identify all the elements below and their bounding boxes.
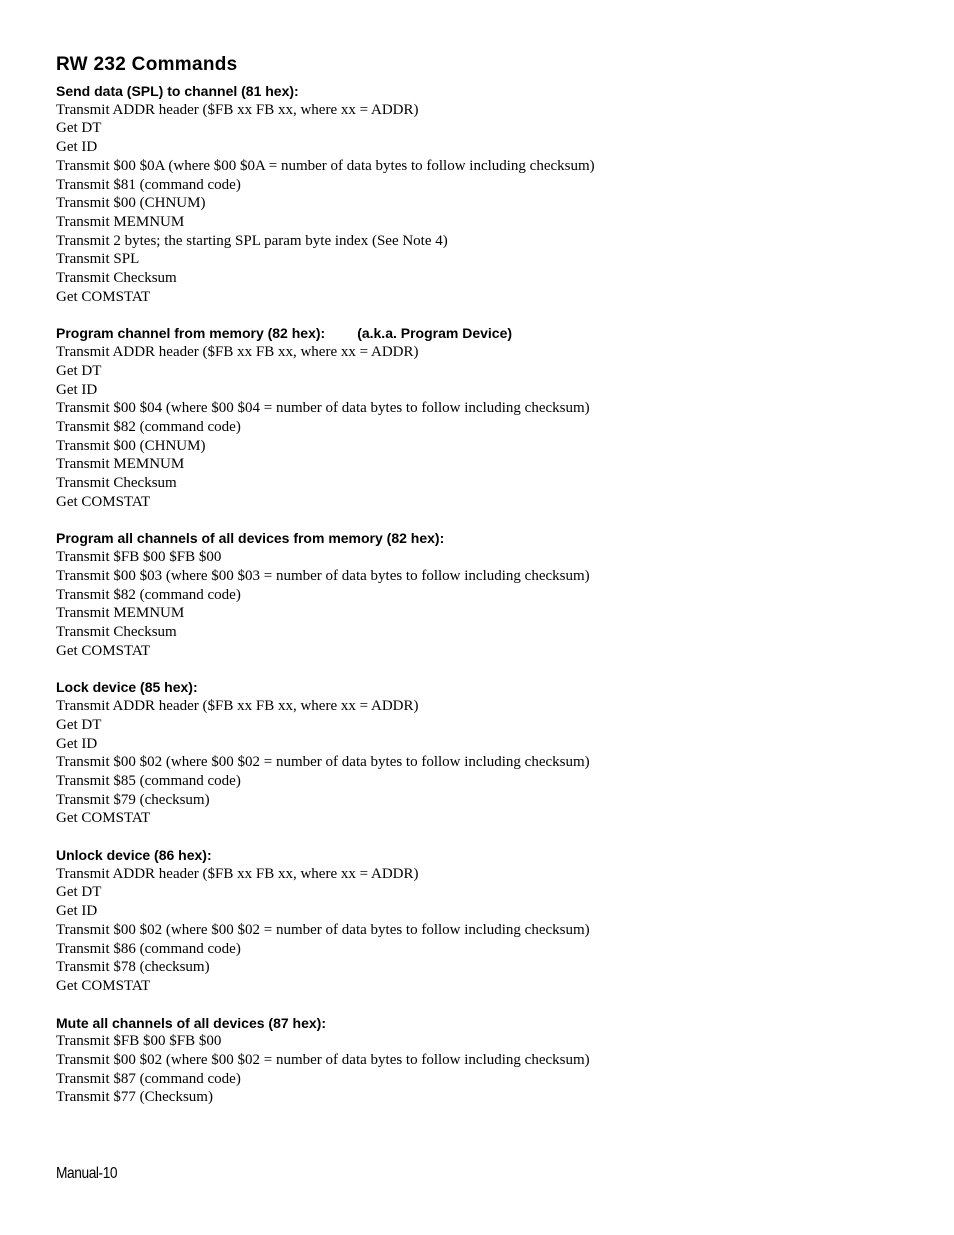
- command-sections: [56, 82, 916, 1107]
- command-step: Transmit ADDR header ($FB xx FB xx, where xx = ADDR): [56, 101, 419, 118]
- command-step: Transmit $FB $00 $FB $00: [56, 549, 222, 566]
- command-step: Get DT: [56, 716, 102, 733]
- command-step: Transmit $00 $02 (where $00 $02 = number of data bytes to follow including checksum): [56, 1052, 590, 1069]
- command-section: [56, 324, 916, 511]
- command-step: Transmit $FB $00 $FB $00: [56, 1033, 222, 1050]
- command-step: Transmit ADDR header ($FB xx FB xx, where xx = ADDR): [56, 698, 419, 715]
- command-step: Transmit $00 $02 (where $00 $02 = number of data bytes to follow including checksum): [56, 921, 590, 938]
- command-step: Get COMSTAT: [56, 810, 151, 827]
- command-step: Transmit SPL: [56, 251, 140, 268]
- command-step: Transmit Checksum: [56, 623, 177, 640]
- command-step: Transmit $00 $04 (where $00 $04 = number of data bytes to follow including checksum): [56, 400, 590, 417]
- section-heading-text: Unlock device (86 hex):: [56, 847, 212, 864]
- section-heading-text: Program all channels of all devices from memory (82 hex):: [56, 530, 445, 547]
- section-heading: [56, 529, 916, 548]
- section-heading-note: (a.k.a. Program Device): [357, 325, 513, 342]
- command-step: Transmit $00 $03 (where $00 $03 = number of data bytes to follow including checksum): [56, 567, 590, 584]
- command-step: Get ID: [56, 903, 98, 920]
- command-step: Get ID: [56, 381, 98, 398]
- command-step: Transmit $79 (checksum): [56, 791, 210, 808]
- command-step: Transmit ADDR header ($FB xx FB xx, where xx = ADDR): [56, 865, 419, 882]
- command-step: Transmit $00 $02 (where $00 $02 = number of data bytes to follow including checksum): [56, 754, 590, 771]
- command-step: Transmit $00 $0A (where $00 $0A = number of data bytes to follow including checksum): [56, 157, 595, 174]
- command-section: [56, 1014, 916, 1108]
- section-heading: [56, 846, 916, 865]
- command-step: Get DT: [56, 884, 102, 901]
- section-heading-text: Program channel from memory (82 hex):: [56, 325, 326, 342]
- command-step: Get COMSTAT: [56, 493, 151, 510]
- command-section: [56, 846, 916, 996]
- command-step: Transmit $86 (command code): [56, 940, 241, 957]
- command-step: Transmit Checksum: [56, 475, 177, 492]
- document-page: [56, 52, 916, 1125]
- command-step: Transmit $77 (Checksum): [56, 1089, 213, 1106]
- section-heading: [56, 324, 916, 343]
- command-section: [56, 529, 916, 660]
- command-step: Transmit $85 (command code): [56, 772, 241, 789]
- command-section: [56, 678, 916, 828]
- section-heading: [56, 1014, 916, 1033]
- command-step: Get DT: [56, 362, 102, 379]
- command-step: Get COMSTAT: [56, 288, 151, 305]
- page-footer: Manual-10: [56, 1165, 118, 1182]
- section-heading-text: Mute all channels of all devices (87 hex):: [56, 1014, 326, 1031]
- command-step: Get DT: [56, 120, 102, 137]
- page-title: RW 232 Commands: [56, 54, 238, 75]
- command-step: Transmit $82 (command code): [56, 586, 241, 603]
- command-step: Transmit 2 bytes; the starting SPL param byte index (See Note 4): [56, 232, 448, 249]
- section-heading: [56, 82, 916, 101]
- command-step: Transmit $87 (command code): [56, 1070, 241, 1087]
- command-step: Transmit Checksum: [56, 270, 177, 287]
- command-section: [56, 82, 916, 306]
- command-step: Transmit $82 (command code): [56, 418, 241, 435]
- command-step: Transmit $81 (command code): [56, 176, 241, 193]
- section-heading-text: Send data (SPL) to channel (81 hex):: [56, 83, 299, 99]
- command-step: Transmit $78 (checksum): [56, 959, 210, 976]
- command-step: Get COMSTAT: [56, 977, 151, 994]
- command-step: Transmit $00 (CHNUM): [56, 195, 206, 212]
- command-step: Transmit MEMNUM: [56, 213, 185, 230]
- command-step: Transmit $00 (CHNUM): [56, 437, 206, 454]
- command-step: Transmit MEMNUM: [56, 456, 185, 473]
- command-step: Get COMSTAT: [56, 642, 151, 659]
- command-step: Transmit MEMNUM: [56, 605, 185, 622]
- section-heading: [56, 678, 916, 697]
- command-step: Get ID: [56, 735, 98, 752]
- command-step: Transmit ADDR header ($FB xx FB xx, where xx = ADDR): [56, 344, 419, 361]
- command-step: Get ID: [56, 139, 98, 156]
- section-heading-text: Lock device (85 hex):: [56, 679, 198, 696]
